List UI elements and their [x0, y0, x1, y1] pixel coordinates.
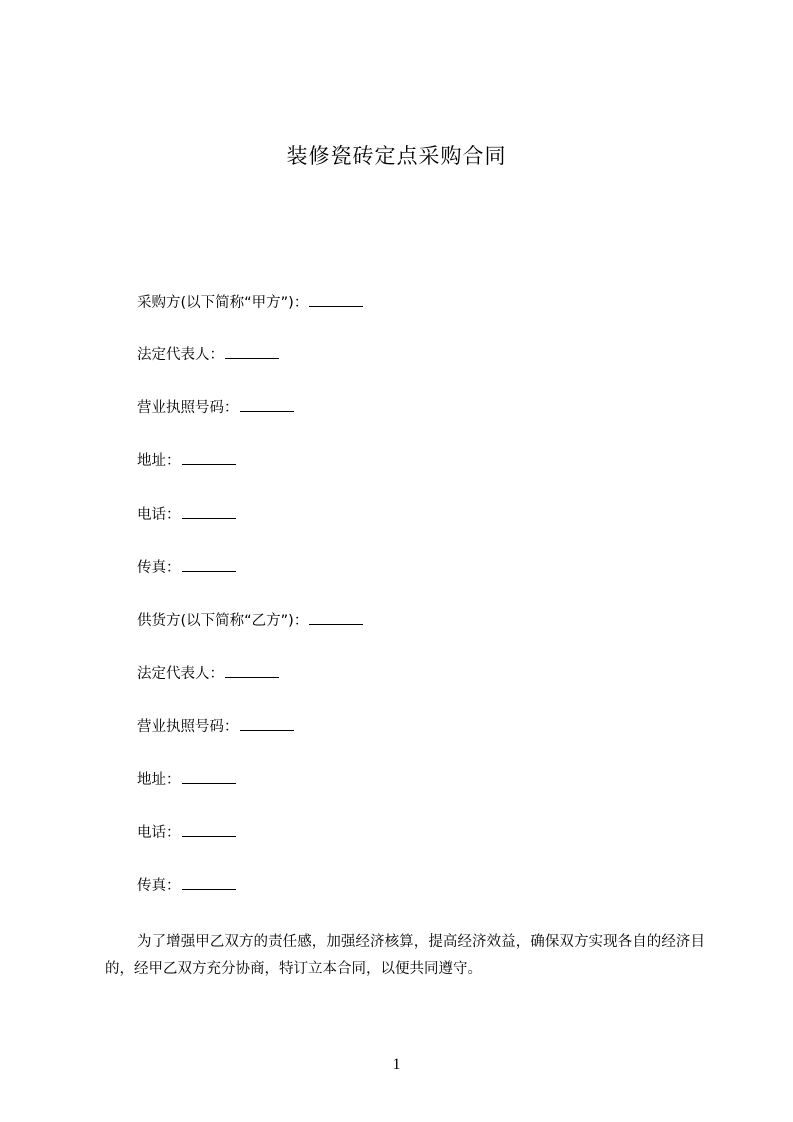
party-b-fax-label: 传真： [137, 878, 181, 894]
party-a-phone-label: 电话： [137, 507, 181, 523]
party-b-address-label: 地址： [137, 772, 181, 788]
intro-paragraph: 为了增强甲乙双方的责任感，加强经济核算，提高经济效益，确保双方实现各自的经济目的，经甲乙双方充分协商，特订立本合同，以便共同遵守。 [105, 934, 705, 977]
party-a-fax-field [137, 557, 236, 579]
party-b-legal-rep-blank [225, 676, 279, 678]
party-b-license-label: 营业执照号码： [137, 719, 239, 735]
party-a-address-blank [182, 463, 236, 465]
party-a-name-blank [309, 305, 363, 307]
page-number: 1 [392, 1056, 401, 1073]
party-b-license-field [137, 716, 294, 738]
party-b-phone-field [137, 822, 236, 844]
party-a-license-field [137, 397, 294, 419]
party-b-phone-blank [182, 835, 236, 837]
party-b-name-blank [309, 623, 363, 625]
party-a-fax-label: 传真： [137, 560, 181, 576]
party-b-fax-blank [182, 888, 236, 890]
party-a-address-field [137, 450, 236, 472]
party-b-legal-rep-label: 法定代表人： [137, 666, 224, 682]
party-b-license-blank [240, 729, 294, 731]
party-b-legal-rep-field [137, 663, 279, 685]
party-a-phone-field [137, 504, 236, 526]
party-a-legal-rep-label: 法定代表人： [137, 347, 224, 363]
party-b-address-field [137, 769, 236, 791]
party-b-heading-field [137, 610, 363, 632]
party-a-license-label: 营业执照号码： [137, 400, 239, 416]
party-a-legal-rep-field [137, 344, 279, 366]
document-title: 装修瓷砖定点采购合同 [286, 144, 507, 168]
party-b-fax-field [137, 875, 236, 897]
party-a-address-label: 地址： [137, 453, 181, 469]
party-a-heading-field [137, 292, 363, 314]
party-b-phone-label: 电话： [137, 825, 181, 841]
party-a-fax-blank [182, 570, 236, 572]
party-b-heading-label: 供货方(以下简称“乙方”)： [137, 613, 309, 629]
party-a-heading-label: 采购方(以下简称“甲方”)： [137, 295, 309, 311]
party-b-address-blank [182, 782, 236, 784]
party-a-phone-blank [182, 517, 236, 519]
party-a-legal-rep-blank [225, 357, 279, 359]
party-a-license-blank [240, 410, 294, 412]
